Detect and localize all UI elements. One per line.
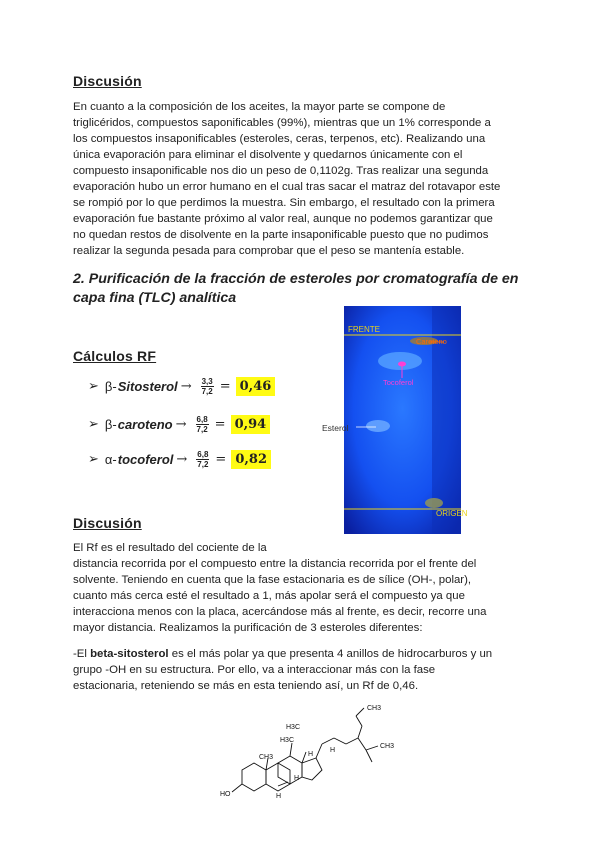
- text-line: interacciona menos con la placa, acercándose más al frente, es decir, recorre una: [73, 606, 487, 618]
- bullet-arrow-icon: ➢: [88, 451, 99, 466]
- molecule-label: H: [330, 747, 336, 754]
- greek-prefix: β-: [104, 378, 117, 394]
- molecule-label: CH3: [367, 705, 382, 712]
- rf-value-highlight: 0,82: [231, 450, 271, 469]
- discussion-paragraph-1: [73, 99, 527, 259]
- fraction-denominator: 7,2: [201, 386, 213, 396]
- text-line: mayor distancia. Realizamos la purificación de 3 esteroles diferentes:: [73, 622, 423, 634]
- tlc-plate-image: [344, 306, 468, 534]
- text-line: se rompió por lo que perdimos la muestra. Sin embargo, el resultado con la primera: [73, 197, 495, 209]
- text-line: triglicéridos, compuestos saponificables (99%), mientras que un 1% corresponde a: [73, 117, 491, 129]
- fraction-numerator: 3,3: [201, 376, 213, 386]
- text-line: En cuanto a la composición de los aceites, la mayor parte se compone de: [73, 101, 446, 113]
- beta-line-rest: es el más polar ya que presenta 4 anillos de hidrocarburos y un: [168, 648, 493, 660]
- molecule-label: H: [276, 793, 282, 800]
- compound-name: Sitosterol: [117, 378, 178, 394]
- rf-fraction: [196, 450, 209, 469]
- origen-label: ORIGEN: [436, 509, 468, 518]
- rf-fraction: [196, 415, 209, 434]
- rf-fraction: [201, 377, 214, 396]
- section-title-line-2: capa fina (TLC) analítica: [73, 290, 237, 306]
- text-line: los compuestos insaponificables (esteroles, ceras, terpenos, etc). Realizando una: [73, 133, 486, 145]
- text-line: cuanto más cerca esté el resultado a 1, más apolar será el compuesto ya que: [73, 590, 465, 602]
- molecule-label: H3C: [286, 724, 301, 731]
- beta-sitosterol-term: beta-sitosterol: [90, 648, 169, 660]
- molecule-label: CH3: [380, 743, 395, 750]
- text-line: no quedan restos de disolvente en la parte insaponificable puesto que no pudimos: [73, 229, 489, 241]
- text-line: compuesto insaponificable nos dio un peso de 0,1102g. Tras realizar una segunda: [73, 165, 489, 177]
- rf-heading: Cálculos RF: [73, 348, 157, 364]
- molecule-label: H: [294, 775, 300, 782]
- beta-sitosterol-structure: [212, 698, 412, 818]
- rf-row-sitosterol: [88, 373, 275, 399]
- molecule-diagram: [212, 698, 412, 818]
- discussion-paragraph-2: [73, 556, 527, 636]
- text-line: evaporación hubo un error humano en el cual tras sacar el matraz del rotavapor este: [73, 181, 501, 193]
- rf-value-highlight: 0,94: [231, 415, 271, 434]
- frente-label: FRENTE: [348, 325, 380, 334]
- fraction-denominator: 7,2: [196, 424, 208, 434]
- greek-prefix: β-: [104, 416, 117, 432]
- bullet-arrow-icon: ➢: [88, 416, 99, 431]
- section-title: [73, 270, 543, 308]
- rf-row-tocoferol: [88, 446, 271, 472]
- molecule-label: CH3: [259, 754, 274, 761]
- molecule-label: H: [308, 751, 314, 758]
- arrow-symbol: →: [180, 378, 192, 394]
- rf-value-highlight: 0,46: [236, 377, 276, 396]
- equals-sign: =: [219, 378, 231, 394]
- text-line: distancia recorrida por el compuesto entre la distancia recorrida por el frente del: [73, 558, 477, 570]
- rf-row-caroteno: [88, 411, 270, 437]
- greek-prefix: α-: [104, 451, 117, 467]
- discussion-heading-1: Discusión: [73, 73, 142, 89]
- text-line: estacionaria, reteniendo se más en esta teniendo así, un Rf de 0,46.: [73, 680, 419, 692]
- arrow-symbol: →: [175, 416, 187, 432]
- section-title-line-1: 2. Purificación de la fracción de esteroles por cromatografía de en: [73, 271, 519, 287]
- fraction-denominator: 7,2: [197, 459, 209, 469]
- beta-prefix: -El: [73, 648, 91, 660]
- fraction-numerator: 6,8: [197, 449, 209, 459]
- fraction-numerator: 6,8: [196, 414, 208, 424]
- discussion-heading-2: Discusión: [73, 515, 142, 531]
- tocoferol-label: Tocoferol: [383, 378, 414, 387]
- molecule-label: HO: [220, 791, 231, 798]
- caroteno-label: Caroteno: [416, 337, 447, 346]
- equals-sign: =: [215, 451, 227, 467]
- molecule-label: H3C: [280, 737, 295, 744]
- bullet-arrow-icon: ➢: [88, 378, 99, 393]
- esterol-label: Esterol: [322, 423, 349, 433]
- arrow-symbol: →: [176, 451, 188, 467]
- text-line: [73, 646, 527, 662]
- beta-sitosterol-paragraph: [73, 646, 527, 694]
- text-line: solvente. Teniendo en cuenta que la fase estacionaria es de sílice (OH-, polar),: [73, 574, 472, 586]
- text-line: evaporación fue bastante próximo al valor real, aunque no podemos garantizar que: [73, 213, 493, 225]
- compound-name: tocoferol: [117, 451, 174, 467]
- equals-sign: =: [214, 416, 226, 432]
- compound-name: caroteno: [117, 416, 173, 432]
- text-line: única evaporación para eliminar el disolvente y quedarnos únicamente con el: [73, 149, 463, 161]
- discussion-2-first-line: El Rf es el resultado del cociente de la: [73, 542, 267, 554]
- text-line: grupo -OH en su estructura. Por ello, va a interaccionar más con la fase: [73, 664, 436, 676]
- text-line: realizar la segunda pesada para comprobar que el peso se mantenía estable.: [73, 245, 465, 257]
